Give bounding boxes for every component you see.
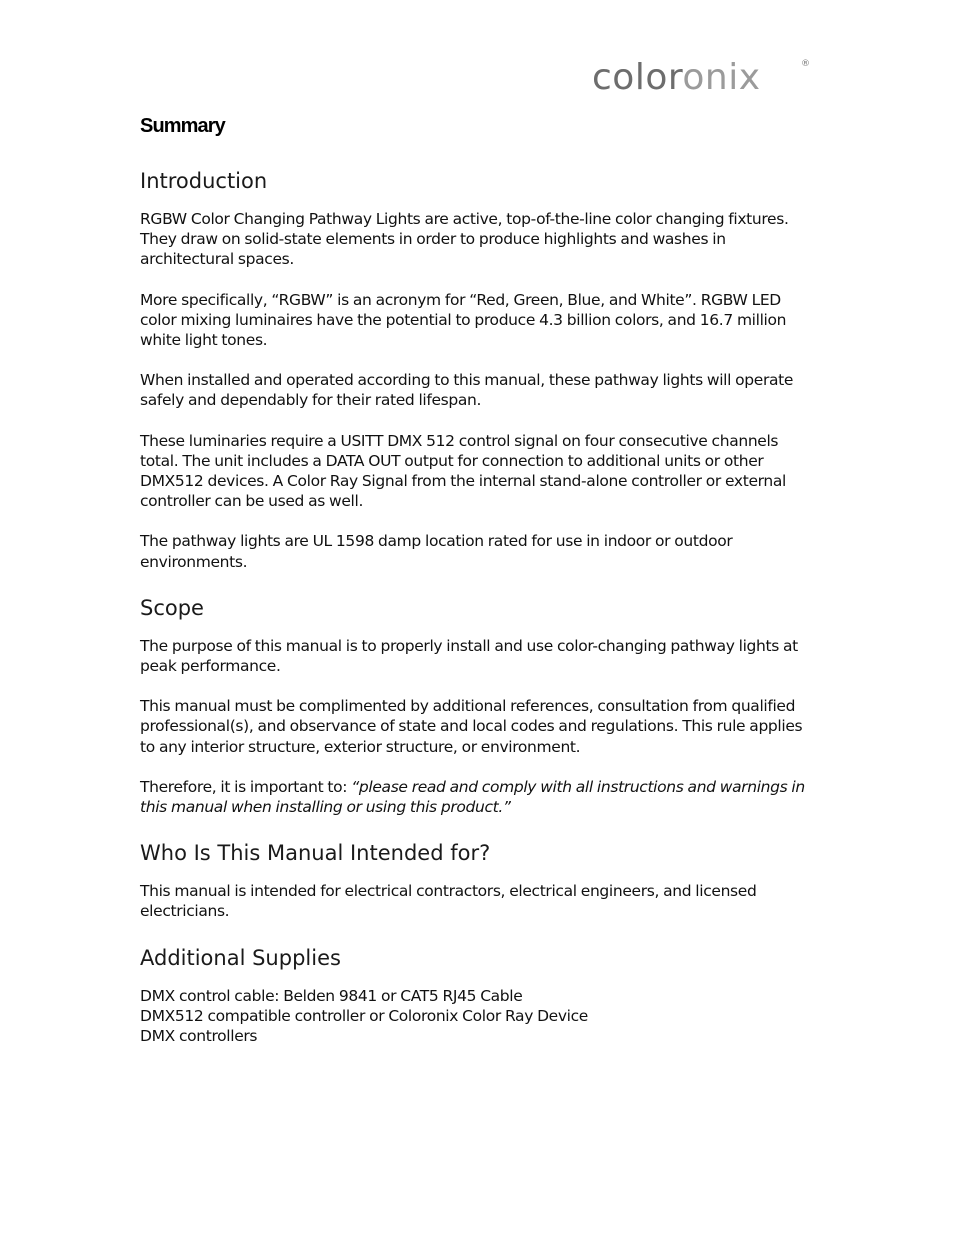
section-audience	[140, 839, 815, 921]
section-scope	[140, 594, 815, 817]
section-supplies	[140, 944, 815, 1047]
section-heading-audience: Who Is This Manual Intended for?	[140, 841, 491, 866]
page-title: Summary	[140, 115, 225, 137]
scope-paragraph-3	[140, 777, 815, 817]
intro-paragraph-4: These luminaries require a USITT DMX 512 control signal on four consecutive channels total. The unit includes a DATA OUT output for connection to additional units or other DMX512 devices. A Color Ray Signal from the internal stand-alone controller or external controller can be used as well.	[140, 431, 786, 511]
coloronix-logo	[592, 58, 817, 98]
section-heading-scope: Scope	[140, 595, 204, 620]
main-content	[140, 113, 815, 1046]
section-introduction	[140, 167, 815, 572]
supplies-list	[140, 986, 815, 1047]
scope-paragraph-2: This manual must be complimented by additional references, consultation from qualified professional(s), and observance of state and local codes and regulations. This rule applies to any interior structure, exterior structure, or environment.	[140, 697, 803, 756]
logo-wordmark	[592, 57, 761, 98]
logo-wordmark-part2: onix	[682, 57, 761, 98]
intro-paragraph-2: More specifically, “RGBW” is an acronym for “Red, Green, Blue, and White”. RGBW LED color mixing luminaires have the potential to produce 4.3 billion colors, and 16.7 million white light tones.	[140, 290, 787, 350]
list-item: DMX512 compatible controller or Coloronix Color Ray Device	[140, 1006, 588, 1025]
section-heading-supplies: Additional Supplies	[140, 945, 341, 970]
therefore-prefix: Therefore, it is important to:	[140, 777, 352, 796]
scope-paragraph-1: The purpose of this manual is to properly install and use color-changing pathway lights at peak performance.	[140, 636, 798, 676]
list-item: DMX control cable: Belden 9841 or CAT5 RJ45 Cable	[140, 986, 523, 1005]
instruction-quote: “please read and comply with all instructions and warnings in this manual when installing or using this product.”	[140, 777, 805, 817]
audience-paragraph-1: This manual is intended for electrical contractors, electrical engineers, and licensed electricians.	[140, 882, 757, 921]
intro-paragraph-3: When installed and operated according to this manual, these pathway lights will operate safely and dependably for their rated lifespan.	[140, 371, 794, 410]
registered-mark: ®	[801, 59, 810, 69]
intro-paragraph-5: The pathway lights are UL 1598 damp location rated for use in indoor or outdoor environments.	[140, 532, 733, 571]
list-item: DMX controllers	[140, 1027, 258, 1046]
section-heading-introduction: Introduction	[140, 169, 268, 193]
intro-paragraph-1: RGBW Color Changing Pathway Lights are active, top-of-the-line color changing fixtures. They draw on solid-state elements in order to produce highlights and washes in architectural spaces.	[140, 210, 789, 269]
logo-wordmark-part1: color	[592, 57, 683, 98]
